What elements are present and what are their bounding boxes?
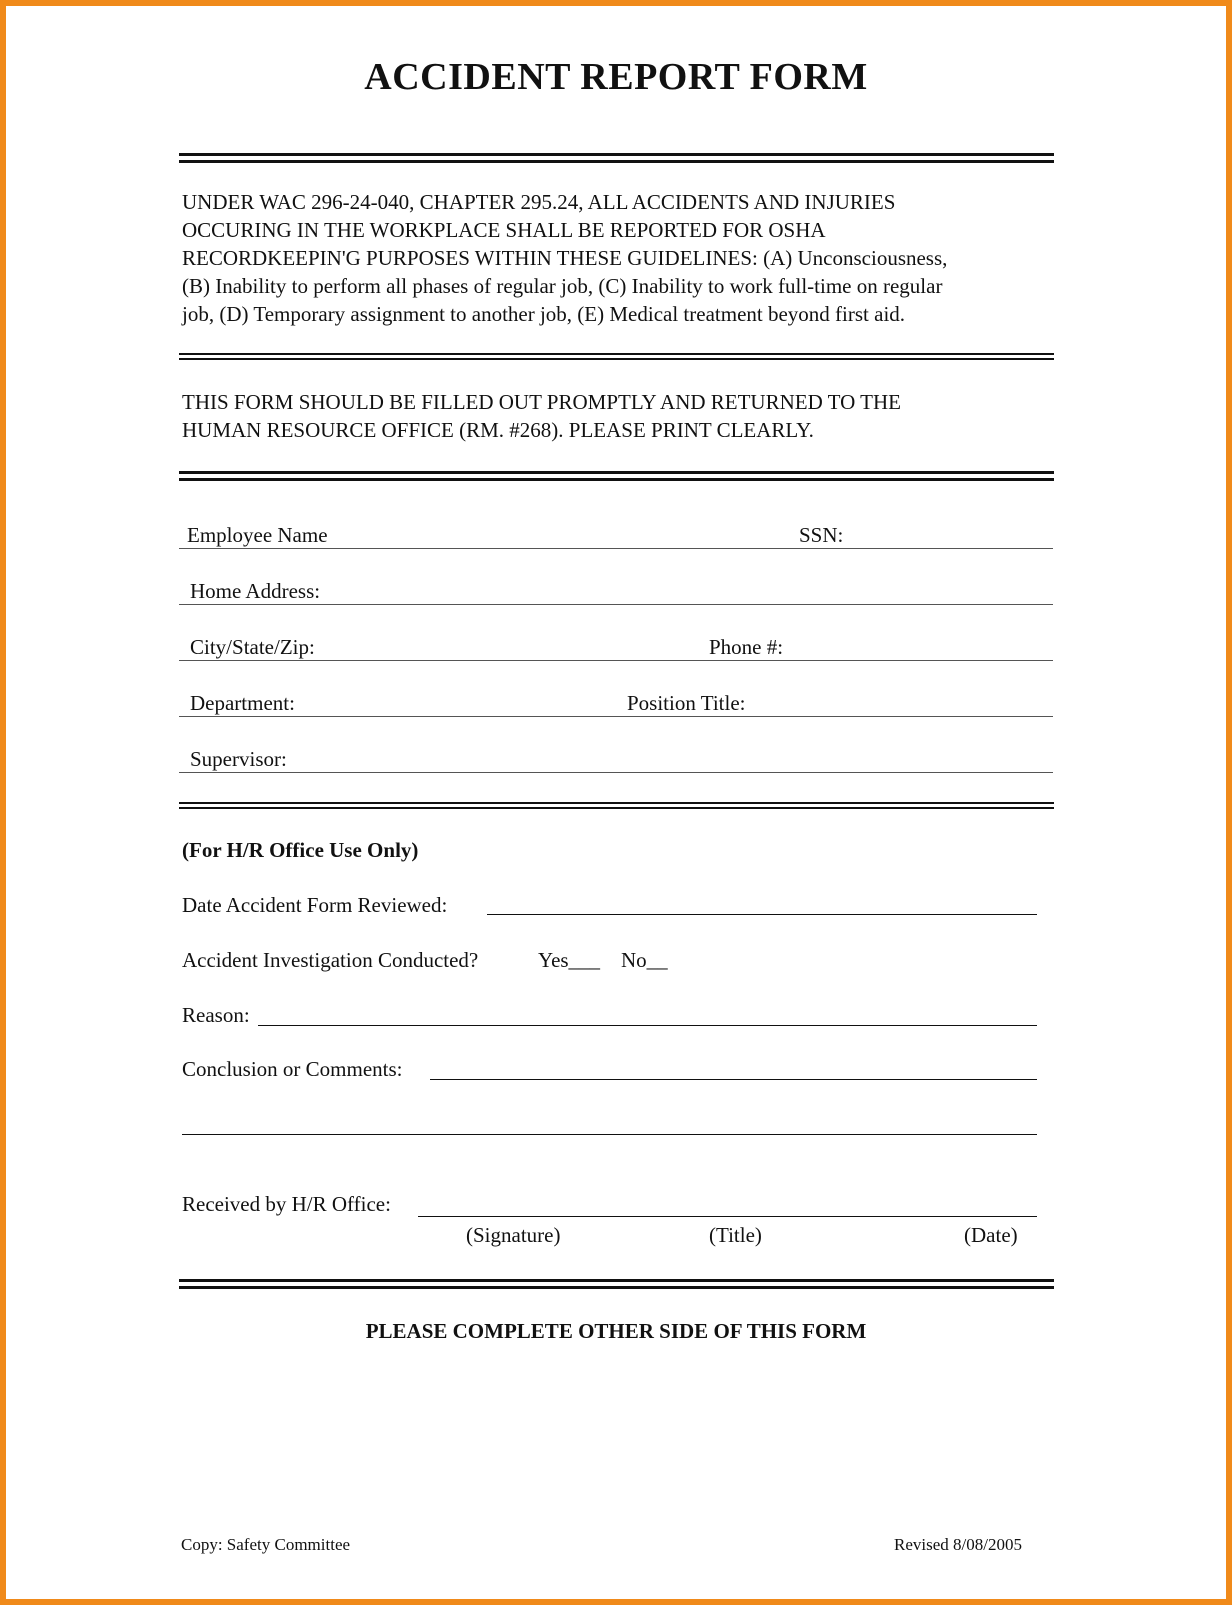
employee-name-ssn-field[interactable] <box>179 548 1053 549</box>
investigation-label: Accident Investigation Conducted? <box>182 948 479 972</box>
complete-other-side-notice: PLEASE COMPLETE OTHER SIDE OF THIS FORM <box>365 1319 867 1343</box>
form-title: ACCIDENT REPORT FORM <box>364 56 868 98</box>
city-state-zip-phone-field[interactable] <box>179 660 1053 661</box>
home-address-label: Home Address: <box>190 579 321 603</box>
position-title-label: Position Title: <box>627 691 746 715</box>
signature-caption: (Signature) <box>466 1223 561 1247</box>
department-label: Department: <box>190 691 295 715</box>
conclusion-field[interactable] <box>430 1079 1037 1080</box>
conclusion-label: Conclusion or Comments: <box>182 1057 403 1081</box>
employee-name-label: Employee Name <box>187 523 328 547</box>
ssn-label: SSN: <box>799 523 844 547</box>
reason-label: Reason: <box>182 1003 250 1027</box>
phone-label: Phone #: <box>709 635 784 659</box>
supervisor-label: Supervisor: <box>190 747 287 771</box>
hr-office-heading: (For H/R Office Use Only) <box>182 838 419 862</box>
received-by-label: Received by H/R Office: <box>182 1192 391 1216</box>
divider-rule <box>179 471 1054 481</box>
date-reviewed-field[interactable] <box>487 914 1037 915</box>
received-by-field[interactable] <box>418 1216 1037 1217</box>
copy-note: Copy: Safety Committee <box>181 1535 351 1554</box>
city-state-zip-label: City/State/Zip: <box>190 635 315 659</box>
reason-field[interactable] <box>258 1025 1037 1026</box>
instructions-paragraph: THIS FORM SHOULD BE FILLED OUT PROMPTLY AND RETURNED TO THE HUMAN RESOURCE OFFICE (RM. #268). PLEASE PRINT CLEARLY. <box>182 390 901 442</box>
home-address-field[interactable] <box>179 604 1053 605</box>
revised-date: Revised 8/08/2005 <box>894 1535 1022 1554</box>
divider-rule <box>179 153 1054 163</box>
conclusion-field-continued[interactable] <box>182 1134 1037 1135</box>
divider-rule <box>179 1279 1054 1289</box>
department-position-field[interactable] <box>179 716 1053 717</box>
investigation-yes[interactable]: Yes___ <box>538 948 601 972</box>
divider-rule <box>179 353 1054 360</box>
investigation-no[interactable]: No__ <box>621 948 668 972</box>
intro-paragraph: UNDER WAC 296-24-040, CHAPTER 295.24, ALL ACCIDENTS AND INJURIES OCCURING IN THE WORKPLACE SHALL BE REPORTED FOR OSHA RECORDKEEPIN'G PURPOSES WITHIN THESE GUIDELINES: (A) Unconsciousness, (B) Inability to perform all phases of regular job, (C) Inability to work full-time on regular job, (D) Temporary assignment to another job, (E) Medical treatment beyond first aid. <box>182 190 948 326</box>
date-caption: (Date) <box>964 1223 1018 1247</box>
divider-rule <box>179 802 1054 809</box>
supervisor-field[interactable] <box>179 772 1053 773</box>
date-reviewed-label: Date Accident Form Reviewed: <box>182 893 448 917</box>
title-caption: (Title) <box>709 1223 762 1247</box>
